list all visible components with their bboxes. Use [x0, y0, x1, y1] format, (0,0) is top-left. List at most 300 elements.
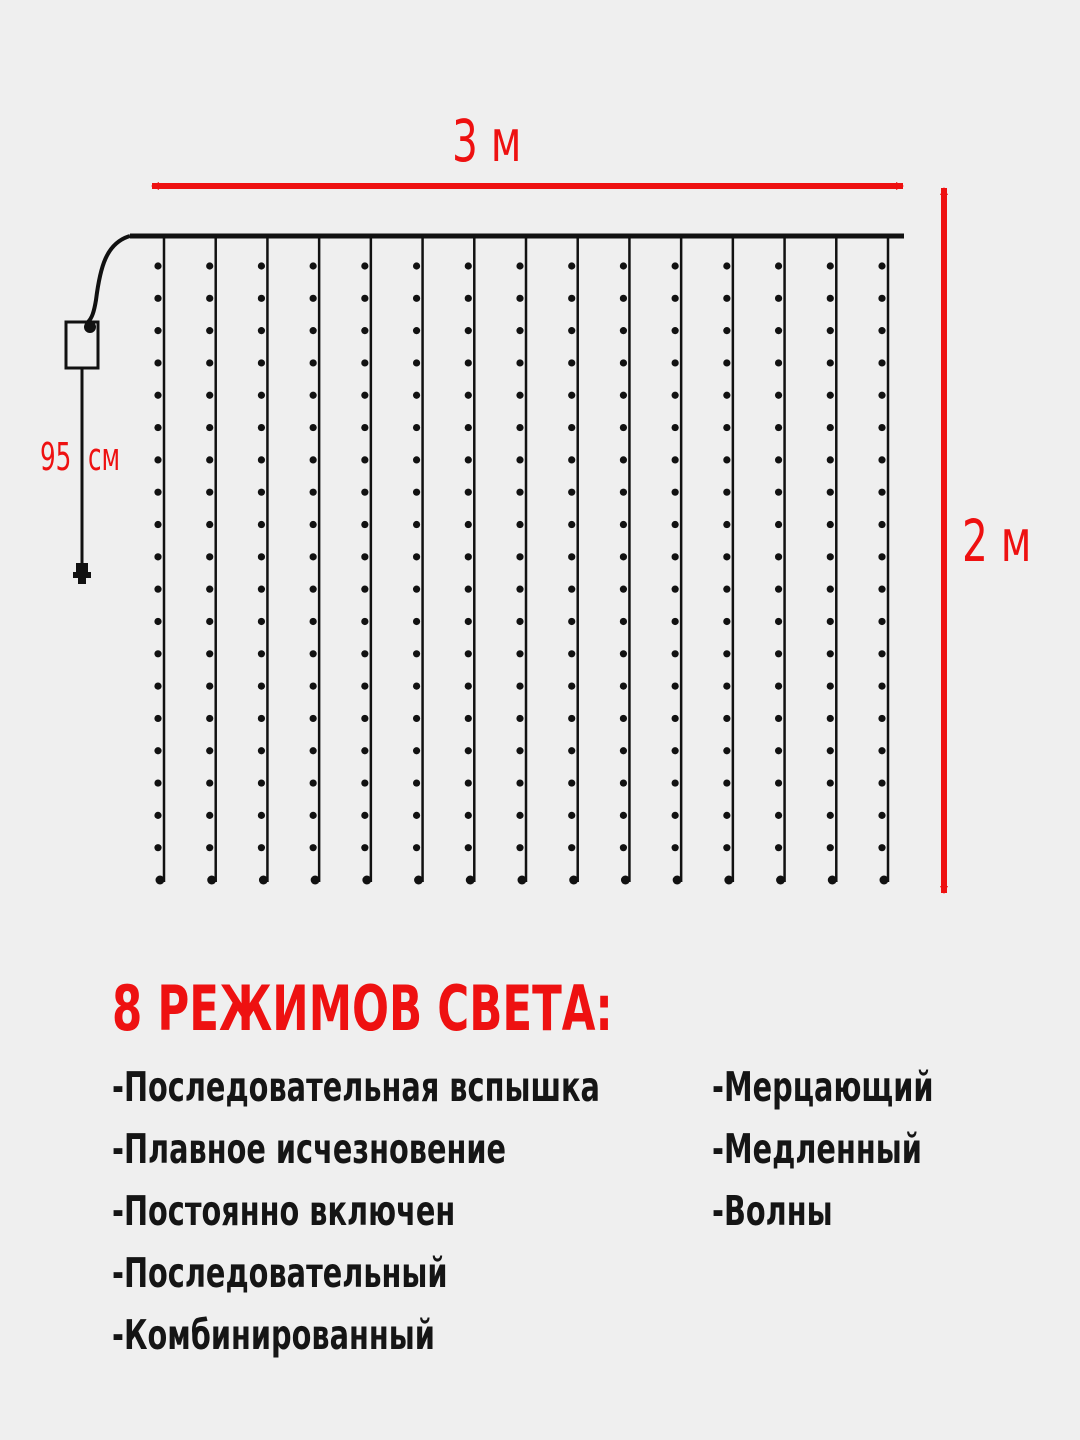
bulb-icon — [258, 489, 265, 496]
power-cable — [88, 236, 130, 322]
bulb-icon — [516, 715, 523, 722]
bulb-icon — [775, 456, 782, 463]
height-label: 2 м — [962, 507, 1032, 575]
bulb-icon — [827, 553, 834, 560]
bulb-icon — [413, 683, 420, 690]
bulb-icon — [775, 553, 782, 560]
bulb-icon — [516, 262, 523, 269]
bulb-icon — [516, 586, 523, 593]
bulb-icon — [361, 424, 368, 431]
bulb-icon — [413, 392, 420, 399]
bulb-icon — [206, 359, 213, 366]
bulb-icon — [466, 876, 475, 885]
modes-title: 8 РЕЖИМОВ СВЕТА: — [112, 972, 613, 1045]
bulb-icon — [568, 650, 575, 657]
bulb-icon — [878, 327, 885, 334]
bulb-icon — [723, 359, 730, 366]
bulb-icon — [258, 359, 265, 366]
bulb-icon — [620, 812, 627, 819]
bulb-icon — [775, 618, 782, 625]
bulb-icon — [568, 359, 575, 366]
bulb-icon — [568, 489, 575, 496]
bulb-icon — [465, 521, 472, 528]
light-strand — [310, 236, 320, 885]
bulb-icon — [465, 812, 472, 819]
bulb-icon — [827, 683, 834, 690]
bulb-icon — [516, 650, 523, 657]
bulb-icon — [776, 876, 785, 885]
light-strand — [258, 236, 268, 885]
bulb-icon — [827, 424, 834, 431]
bulb-icon — [827, 456, 834, 463]
bulb-icon — [568, 844, 575, 851]
bulb-icon — [413, 747, 420, 754]
bulb-icon — [775, 424, 782, 431]
bulb-icon — [154, 359, 161, 366]
controller-connector — [84, 321, 96, 333]
bulb-icon — [206, 779, 213, 786]
bulb-icon — [465, 747, 472, 754]
bulb-icon — [723, 812, 730, 819]
bulb-icon — [568, 327, 575, 334]
bulb-icon — [258, 586, 265, 593]
light-strand — [775, 236, 785, 885]
bulb-icon — [310, 618, 317, 625]
bulb-icon — [672, 327, 679, 334]
bulb-icon — [878, 489, 885, 496]
bulb-icon — [827, 392, 834, 399]
bulb-icon — [620, 715, 627, 722]
bulb-icon — [775, 521, 782, 528]
bulb-icon — [465, 424, 472, 431]
bulb-icon — [154, 650, 161, 657]
bulb-icon — [516, 618, 523, 625]
bulb-icon — [878, 521, 885, 528]
bulb-icon — [206, 650, 213, 657]
bulb-icon — [878, 650, 885, 657]
bulb-icon — [775, 586, 782, 593]
bulb-icon — [878, 392, 885, 399]
bulb-icon — [878, 747, 885, 754]
bulb-icon — [361, 586, 368, 593]
bulb-icon — [361, 779, 368, 786]
bulb-icon — [672, 586, 679, 593]
bulb-icon — [775, 392, 782, 399]
bulb-icon — [672, 521, 679, 528]
bulb-icon — [516, 359, 523, 366]
light-strand — [620, 236, 630, 885]
bulb-icon — [775, 683, 782, 690]
bulb-icon — [568, 683, 575, 690]
bulb-icon — [206, 489, 213, 496]
bulb-icon — [775, 359, 782, 366]
modes-list-left — [112, 1064, 738, 1374]
bulb-icon — [465, 327, 472, 334]
bulb-icon — [878, 262, 885, 269]
bulb-icon — [620, 359, 627, 366]
bulb-icon — [516, 456, 523, 463]
bulb-icon — [206, 586, 213, 593]
bulb-icon — [620, 650, 627, 657]
bulb-icon — [154, 844, 161, 851]
bulb-icon — [361, 844, 368, 851]
bulb-icon — [206, 715, 213, 722]
bulb-icon — [723, 424, 730, 431]
bulb-icon — [724, 876, 733, 885]
bulb-icon — [310, 489, 317, 496]
bulb-icon — [516, 844, 523, 851]
bulb-icon — [516, 327, 523, 334]
bulb-icon — [620, 779, 627, 786]
bulb-icon — [827, 521, 834, 528]
bulb-icon — [258, 327, 265, 334]
bulb-icon — [672, 456, 679, 463]
bulb-icon — [672, 295, 679, 302]
bulb-icon — [672, 262, 679, 269]
bulb-icon — [361, 650, 368, 657]
bulb-icon — [206, 553, 213, 560]
bulb-icon — [621, 876, 630, 885]
bulb-icon — [775, 779, 782, 786]
bulb-icon — [723, 262, 730, 269]
light-strands — [154, 236, 888, 885]
bulb-icon — [465, 295, 472, 302]
light-strand — [827, 236, 837, 885]
light-strand — [361, 236, 371, 885]
bulb-icon — [361, 618, 368, 625]
bulb-icon — [723, 650, 730, 657]
bulb-icon — [672, 779, 679, 786]
bulb-icon — [568, 586, 575, 593]
bulb-icon — [310, 812, 317, 819]
bulb-icon — [516, 553, 523, 560]
bulb-icon — [310, 553, 317, 560]
bulb-icon — [775, 295, 782, 302]
bulb-icon — [878, 553, 885, 560]
bulb-icon — [568, 779, 575, 786]
bulb-icon — [568, 262, 575, 269]
bulb-icon — [465, 650, 472, 657]
bulb-icon — [723, 618, 730, 625]
bulb-icon — [880, 876, 889, 885]
bulb-icon — [258, 456, 265, 463]
bulb-icon — [568, 715, 575, 722]
bulb-icon — [310, 683, 317, 690]
mode-item: -Волны — [712, 1187, 833, 1235]
bulb-icon — [620, 424, 627, 431]
bulb-icon — [827, 650, 834, 657]
bulb-icon — [620, 844, 627, 851]
bulb-icon — [361, 747, 368, 754]
bulb-icon — [413, 262, 420, 269]
bulb-icon — [310, 747, 317, 754]
bulb-icon — [723, 715, 730, 722]
bulb-icon — [827, 327, 834, 334]
bulb-icon — [413, 489, 420, 496]
bulb-icon — [723, 844, 730, 851]
bulb-icon — [672, 683, 679, 690]
bulb-icon — [259, 876, 268, 885]
bulb-icon — [154, 521, 161, 528]
bulb-icon — [465, 392, 472, 399]
bulb-icon — [672, 392, 679, 399]
bulb-icon — [310, 327, 317, 334]
light-strand — [206, 236, 216, 885]
bulb-icon — [361, 683, 368, 690]
bulb-icon — [827, 586, 834, 593]
bulb-icon — [206, 295, 213, 302]
bulb-icon — [154, 489, 161, 496]
bulb-icon — [465, 262, 472, 269]
bulb-icon — [878, 586, 885, 593]
bulb-icon — [568, 424, 575, 431]
bulb-icon — [154, 715, 161, 722]
bulb-icon — [206, 618, 213, 625]
bulb-icon — [258, 392, 265, 399]
bulb-icon — [258, 521, 265, 528]
bulb-icon — [465, 359, 472, 366]
bulb-icon — [413, 586, 420, 593]
bulb-icon — [413, 844, 420, 851]
light-strand — [568, 236, 578, 885]
bulb-icon — [361, 327, 368, 334]
bulb-icon — [207, 876, 216, 885]
bulb-icon — [154, 779, 161, 786]
light-strand — [878, 236, 888, 885]
bulb-icon — [620, 456, 627, 463]
bulb-icon — [620, 586, 627, 593]
bulb-icon — [310, 779, 317, 786]
bulb-icon — [310, 359, 317, 366]
bulb-icon — [620, 521, 627, 528]
bulb-icon — [878, 683, 885, 690]
bulb-icon — [206, 521, 213, 528]
light-strand — [672, 236, 682, 885]
bulb-icon — [413, 456, 420, 463]
bulb-icon — [258, 618, 265, 625]
bulb-icon — [569, 876, 578, 885]
bulb-icon — [516, 779, 523, 786]
bulb-icon — [413, 521, 420, 528]
bulb-icon — [620, 489, 627, 496]
bulb-icon — [310, 424, 317, 431]
bulb-icon — [878, 424, 885, 431]
bulb-icon — [361, 295, 368, 302]
bulb-icon — [723, 489, 730, 496]
bulb-icon — [465, 489, 472, 496]
bulb-icon — [310, 521, 317, 528]
bulb-icon — [878, 779, 885, 786]
light-strand — [413, 236, 423, 885]
bulb-icon — [516, 521, 523, 528]
bulb-icon — [465, 553, 472, 560]
bulb-icon — [516, 812, 523, 819]
light-strand — [723, 236, 733, 885]
bulb-icon — [672, 618, 679, 625]
bulb-icon — [465, 456, 472, 463]
mode-item: -Последовательная вспышка — [112, 1063, 600, 1111]
bulb-icon — [310, 392, 317, 399]
bulb-icon — [310, 456, 317, 463]
bulb-icon — [672, 812, 679, 819]
bulb-icon — [310, 650, 317, 657]
bulb-icon — [723, 392, 730, 399]
bulb-icon — [516, 683, 523, 690]
bulb-icon — [311, 876, 320, 885]
bulb-icon — [878, 618, 885, 625]
bulb-icon — [723, 553, 730, 560]
mode-item: -Комбинированный — [112, 1311, 435, 1359]
bulb-icon — [413, 327, 420, 334]
bulb-icon — [413, 650, 420, 657]
bulb-icon — [775, 812, 782, 819]
bulb-icon — [258, 424, 265, 431]
bulb-icon — [154, 392, 161, 399]
bulb-icon — [258, 779, 265, 786]
bulb-icon — [516, 392, 523, 399]
bulb-icon — [723, 521, 730, 528]
bulb-icon — [154, 747, 161, 754]
bulb-icon — [878, 812, 885, 819]
bulb-icon — [154, 295, 161, 302]
bulb-icon — [568, 553, 575, 560]
cable-length-value: 95 — [40, 435, 72, 479]
light-strand — [516, 236, 526, 885]
bulb-icon — [465, 779, 472, 786]
bulb-icon — [827, 812, 834, 819]
bulb-icon — [620, 262, 627, 269]
bulb-icon — [827, 779, 834, 786]
bulb-icon — [465, 618, 472, 625]
bulb-icon — [723, 747, 730, 754]
plug-icon — [73, 563, 91, 584]
width-label: 3 м — [452, 107, 522, 175]
bulb-icon — [258, 262, 265, 269]
bulb-icon — [518, 876, 527, 885]
bulb-icon — [258, 844, 265, 851]
bulb-icon — [775, 262, 782, 269]
bulb-icon — [878, 844, 885, 851]
bulb-icon — [361, 489, 368, 496]
bulb-icon — [827, 262, 834, 269]
bulb-icon — [258, 683, 265, 690]
bulb-icon — [361, 715, 368, 722]
bulb-icon — [154, 553, 161, 560]
bulb-icon — [465, 683, 472, 690]
bulb-icon — [258, 553, 265, 560]
bulb-icon — [878, 295, 885, 302]
bulb-icon — [206, 747, 213, 754]
bulb-icon — [672, 359, 679, 366]
bulb-icon — [465, 715, 472, 722]
bulb-icon — [620, 553, 627, 560]
bulb-icon — [361, 262, 368, 269]
mode-item: -Плавное исчезновение — [112, 1125, 507, 1173]
bulb-icon — [827, 295, 834, 302]
bulb-icon — [620, 683, 627, 690]
bulb-icon — [516, 489, 523, 496]
bulb-icon — [672, 553, 679, 560]
bulb-icon — [413, 553, 420, 560]
mode-item: -Последовательный — [112, 1249, 448, 1297]
bulb-icon — [620, 392, 627, 399]
bulb-icon — [568, 392, 575, 399]
bulb-icon — [154, 456, 161, 463]
bulb-icon — [258, 650, 265, 657]
bulb-icon — [673, 876, 682, 885]
bulb-icon — [310, 295, 317, 302]
bulb-icon — [258, 747, 265, 754]
bulb-icon — [775, 844, 782, 851]
bulb-icon — [672, 844, 679, 851]
bulb-icon — [672, 715, 679, 722]
bulb-icon — [413, 715, 420, 722]
mode-item: -Медленный — [712, 1125, 922, 1173]
bulb-icon — [413, 424, 420, 431]
light-strand — [154, 236, 164, 885]
cable-length-unit: см — [88, 435, 121, 479]
bulb-icon — [154, 424, 161, 431]
bulb-icon — [568, 747, 575, 754]
mode-item: -Постоянно включен — [112, 1187, 456, 1235]
bulb-icon — [154, 586, 161, 593]
bulb-icon — [827, 747, 834, 754]
bulb-icon — [414, 876, 423, 885]
bulb-icon — [154, 327, 161, 334]
bulb-icon — [568, 618, 575, 625]
bulb-icon — [775, 327, 782, 334]
bulb-icon — [310, 844, 317, 851]
bulb-icon — [362, 876, 371, 885]
bulb-icon — [516, 424, 523, 431]
light-strand — [465, 236, 475, 885]
bulb-icon — [516, 747, 523, 754]
bulb-icon — [258, 295, 265, 302]
bulb-icon — [154, 683, 161, 690]
bulb-icon — [310, 262, 317, 269]
bulb-icon — [775, 650, 782, 657]
bulb-icon — [775, 747, 782, 754]
bulb-icon — [878, 715, 885, 722]
bulb-icon — [413, 295, 420, 302]
bulb-icon — [828, 876, 837, 885]
bulb-icon — [672, 747, 679, 754]
bulb-icon — [206, 424, 213, 431]
bulb-icon — [827, 489, 834, 496]
bulb-icon — [361, 456, 368, 463]
bulb-icon — [310, 586, 317, 593]
bulb-icon — [413, 618, 420, 625]
bulb-icon — [206, 812, 213, 819]
bulb-icon — [154, 262, 161, 269]
bulb-icon — [827, 844, 834, 851]
bulb-icon — [206, 392, 213, 399]
bulb-icon — [413, 779, 420, 786]
bulb-icon — [672, 489, 679, 496]
bulb-icon — [465, 844, 472, 851]
bulb-icon — [516, 295, 523, 302]
bulb-icon — [620, 295, 627, 302]
bulb-icon — [413, 812, 420, 819]
bulb-icon — [568, 295, 575, 302]
bulb-icon — [723, 586, 730, 593]
bulb-icon — [413, 359, 420, 366]
bulb-icon — [258, 812, 265, 819]
modes-list-right — [712, 1064, 996, 1250]
bulb-icon — [723, 327, 730, 334]
bulb-icon — [620, 747, 627, 754]
bulb-icon — [723, 456, 730, 463]
